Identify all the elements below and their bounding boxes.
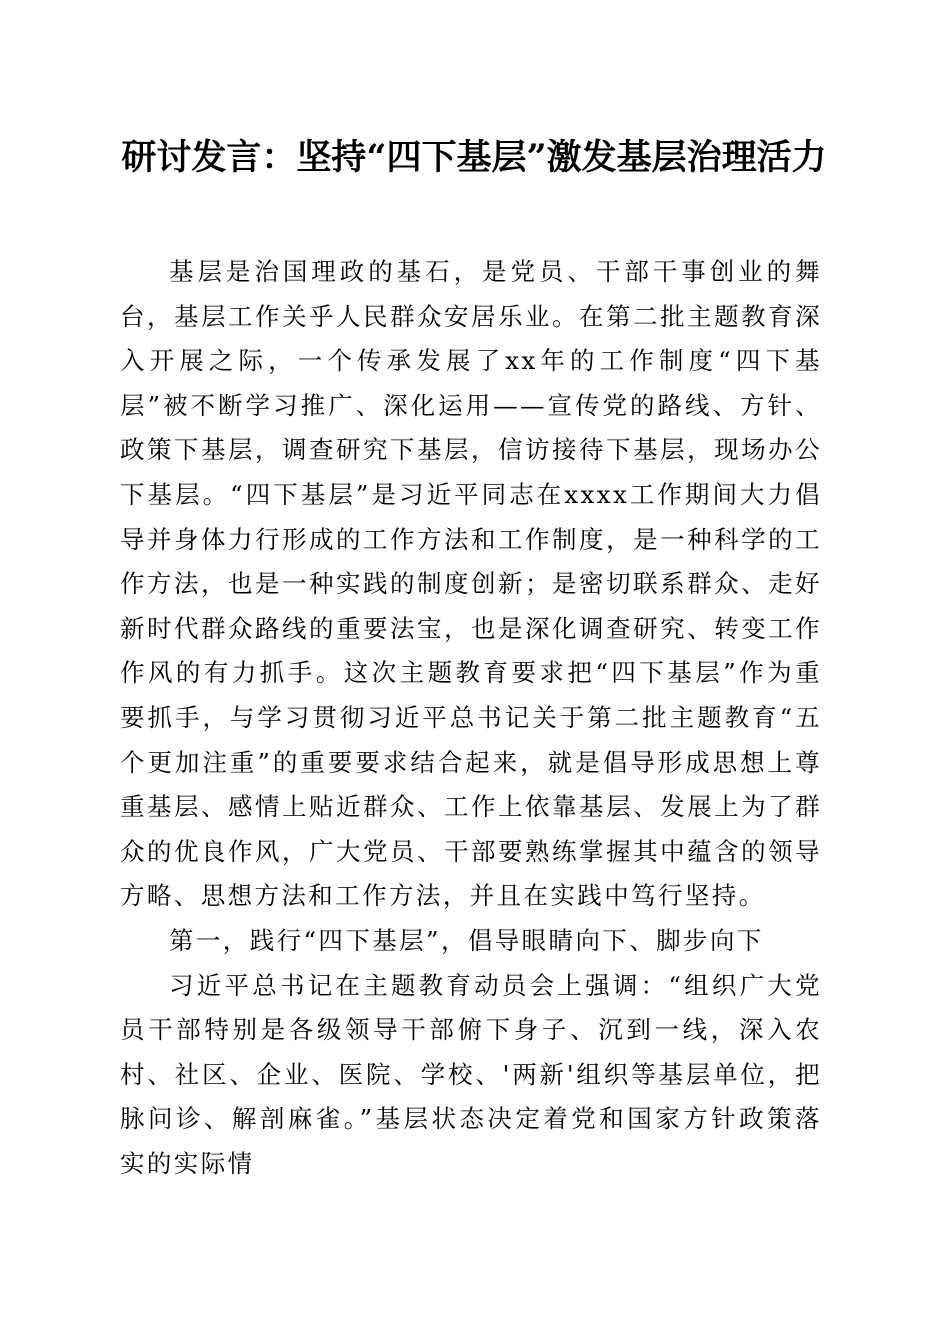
intro-paragraph: 基层是治国理政的基石，是党员、干部干事创业的舞台，基层工作关乎人民群众安居乐业。在第二批主题教育深入开展之际，一个传承发展了xx年的工作制度“四下基层”被不断学习推广、深化运用——宣传党的路线、方针、政策下基层，调查研究下基层，信访接待下基层，现场办公下基层。“四下基层”是习近平同志在xxxx工作期间大力倡导并身体力行形成的工作方法和工作制度，是一种科学的工作方法，也是一种实践的制度创新；是密切联系群众、走好新时代群众路线的重要法宝，也是深化调查研究、转变工作作风的有力抓手。这次主题教育要求把“四下基层”作为重要抓手，与学习贯彻习近平总书记关于第二批主题教育“五个更加注重”的重要要求结合起来，就是倡导形成思想上尊重基层、感情上贴近群众、工作上依靠基层、发展上为了群众的优良作风，广大党员、干部要熟练掌握其中蕴含的领导方略、思想方法和工作方法，并且在实践中笃行坚持。 <box>120 257 822 911</box>
document-body <box>120 250 822 1186</box>
section-heading: 第一，践行“四下基层”，倡导眼睛向下、脚步向下 <box>169 925 764 955</box>
section-paragraph: 习近平总书记在主题教育动员会上强调：“组织广大党员干部特别是各级领导干部俯下身子、沉到一线，深入农村、社区、企业、医院、学校、'两新'组织等基层单位，把脉问诊、解剖麻雀。”基层状态决定着党和国家方针政策落实的实际情 <box>120 970 822 1178</box>
document-title: 研讨发言：坚持“四下基层”激发基层治理活力 <box>121 137 827 178</box>
